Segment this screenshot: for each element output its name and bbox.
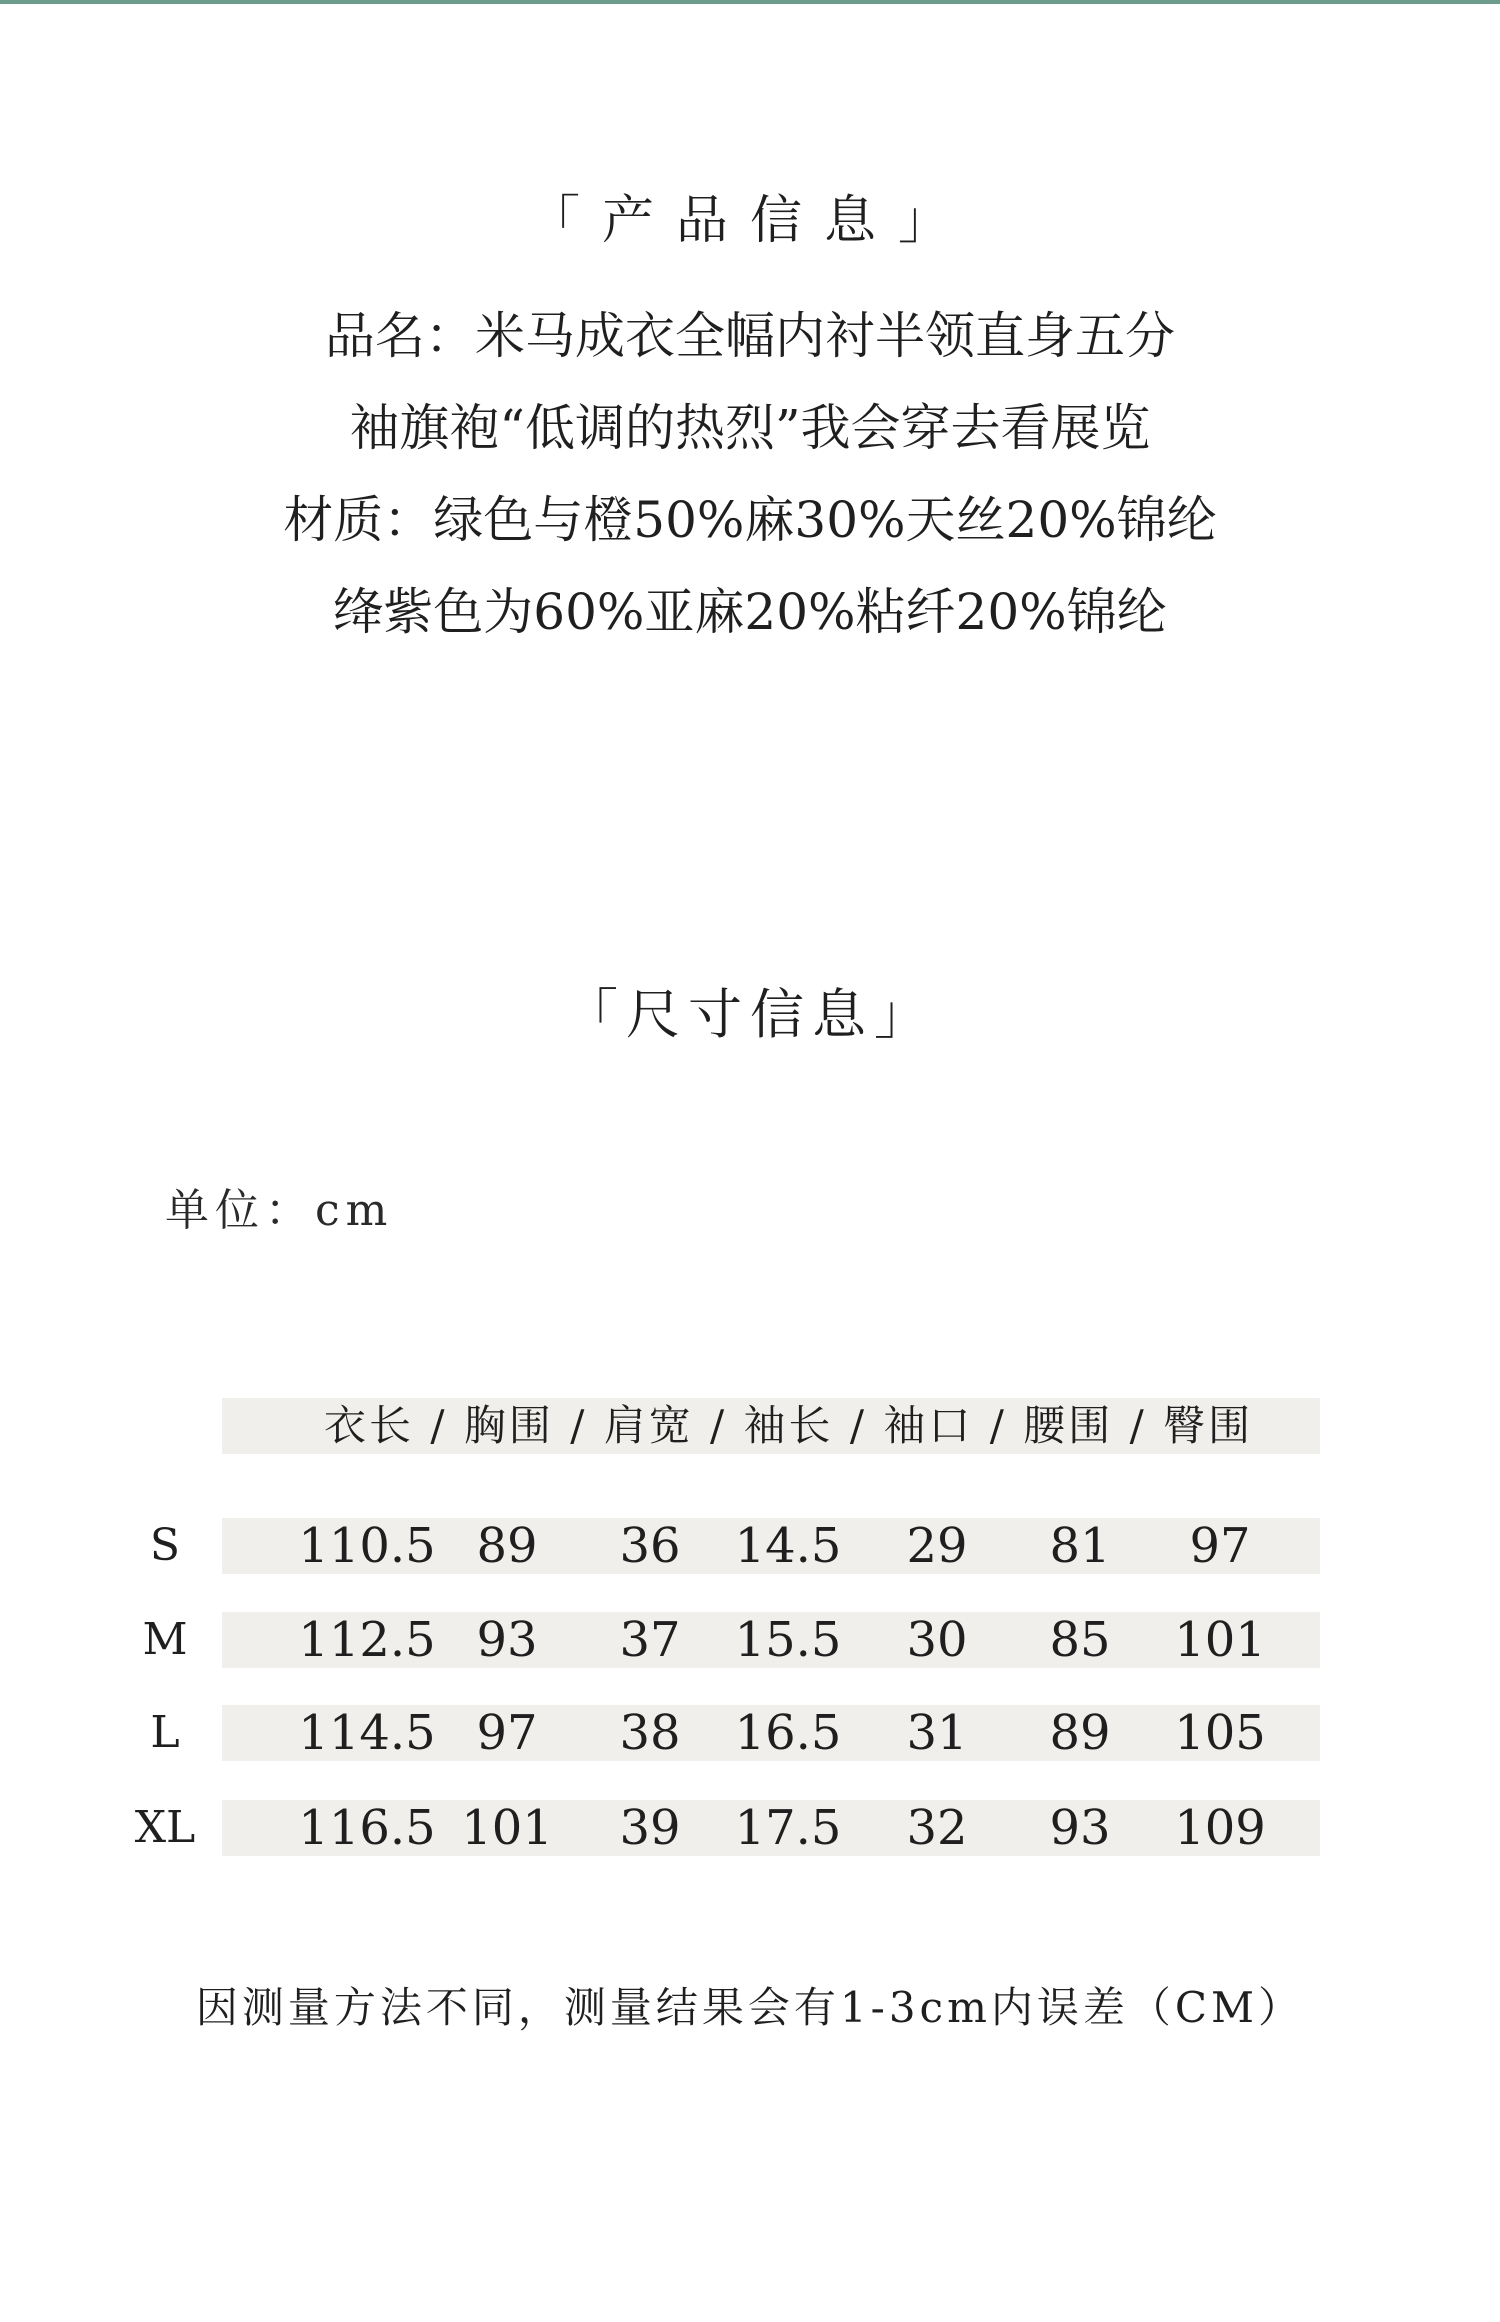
table-cell: 16.5 xyxy=(734,1705,842,1761)
material-line-2: 绛紫色为60%亚麻20%粘纤20%锦纶 xyxy=(333,583,1167,641)
table-cell: 101 xyxy=(461,1800,553,1856)
unit-label: 单位：cm xyxy=(165,1185,394,1236)
table-cell: 32 xyxy=(906,1800,968,1856)
table-cell: 39 xyxy=(619,1800,681,1856)
size-info-title: 「尺寸信息」 xyxy=(564,983,936,1046)
table-header xyxy=(222,1398,1320,1454)
product-info-title: 「产品信息」 xyxy=(527,191,972,251)
top-border xyxy=(0,0,1500,4)
size-label-s: S xyxy=(149,1520,181,1571)
table-cell: 30 xyxy=(906,1612,968,1668)
table-cell: 109 xyxy=(1174,1800,1266,1856)
table-header-labels: 衣长 / 胸围 / 肩宽 / 袖长 / 袖口 / 腰围 / 臀围 xyxy=(324,1401,1254,1450)
table-cell: 81 xyxy=(1049,1518,1111,1574)
table-cell: 114.5 xyxy=(298,1705,436,1761)
table-cell: 31 xyxy=(906,1705,968,1761)
size-label-l: L xyxy=(150,1707,180,1758)
product-name-line-2: 袖旗袍“低调的热烈”我会穿去看展览 xyxy=(349,399,1151,457)
table-cell: 14.5 xyxy=(734,1518,842,1574)
table-cell: 89 xyxy=(476,1518,538,1574)
table-cell: 105 xyxy=(1174,1705,1266,1761)
size-label-m: M xyxy=(142,1614,188,1665)
table-cell: 29 xyxy=(906,1518,968,1574)
table-cell: 15.5 xyxy=(734,1612,842,1668)
table-cell: 89 xyxy=(1049,1705,1111,1761)
table-cell: 97 xyxy=(476,1705,538,1761)
table-cell: 38 xyxy=(619,1705,681,1761)
product-name-line-1: 品名：米马成衣全幅内衬半领直身五分 xyxy=(325,307,1175,365)
table-cell: 110.5 xyxy=(298,1518,436,1574)
table-cell: 112.5 xyxy=(298,1612,436,1668)
table-cell: 93 xyxy=(1049,1800,1111,1856)
table-cell: 17.5 xyxy=(734,1800,842,1856)
table-cell: 85 xyxy=(1049,1612,1111,1668)
size-label-xl: XL xyxy=(134,1802,196,1853)
table-cell: 93 xyxy=(476,1612,538,1668)
table-cell: 101 xyxy=(1174,1612,1266,1668)
measurement-footnote: 因测量方法不同，测量结果会有1-3cm内误差（CM） xyxy=(195,1983,1305,2032)
product-info-block xyxy=(0,290,1500,658)
table-cell: 97 xyxy=(1189,1518,1251,1574)
material-line-1: 材质：绿色与橙50%麻30%天丝20%锦纶 xyxy=(283,491,1217,549)
table-cell: 37 xyxy=(619,1612,681,1668)
table-cell: 36 xyxy=(619,1518,681,1574)
table-cell: 116.5 xyxy=(298,1800,436,1856)
